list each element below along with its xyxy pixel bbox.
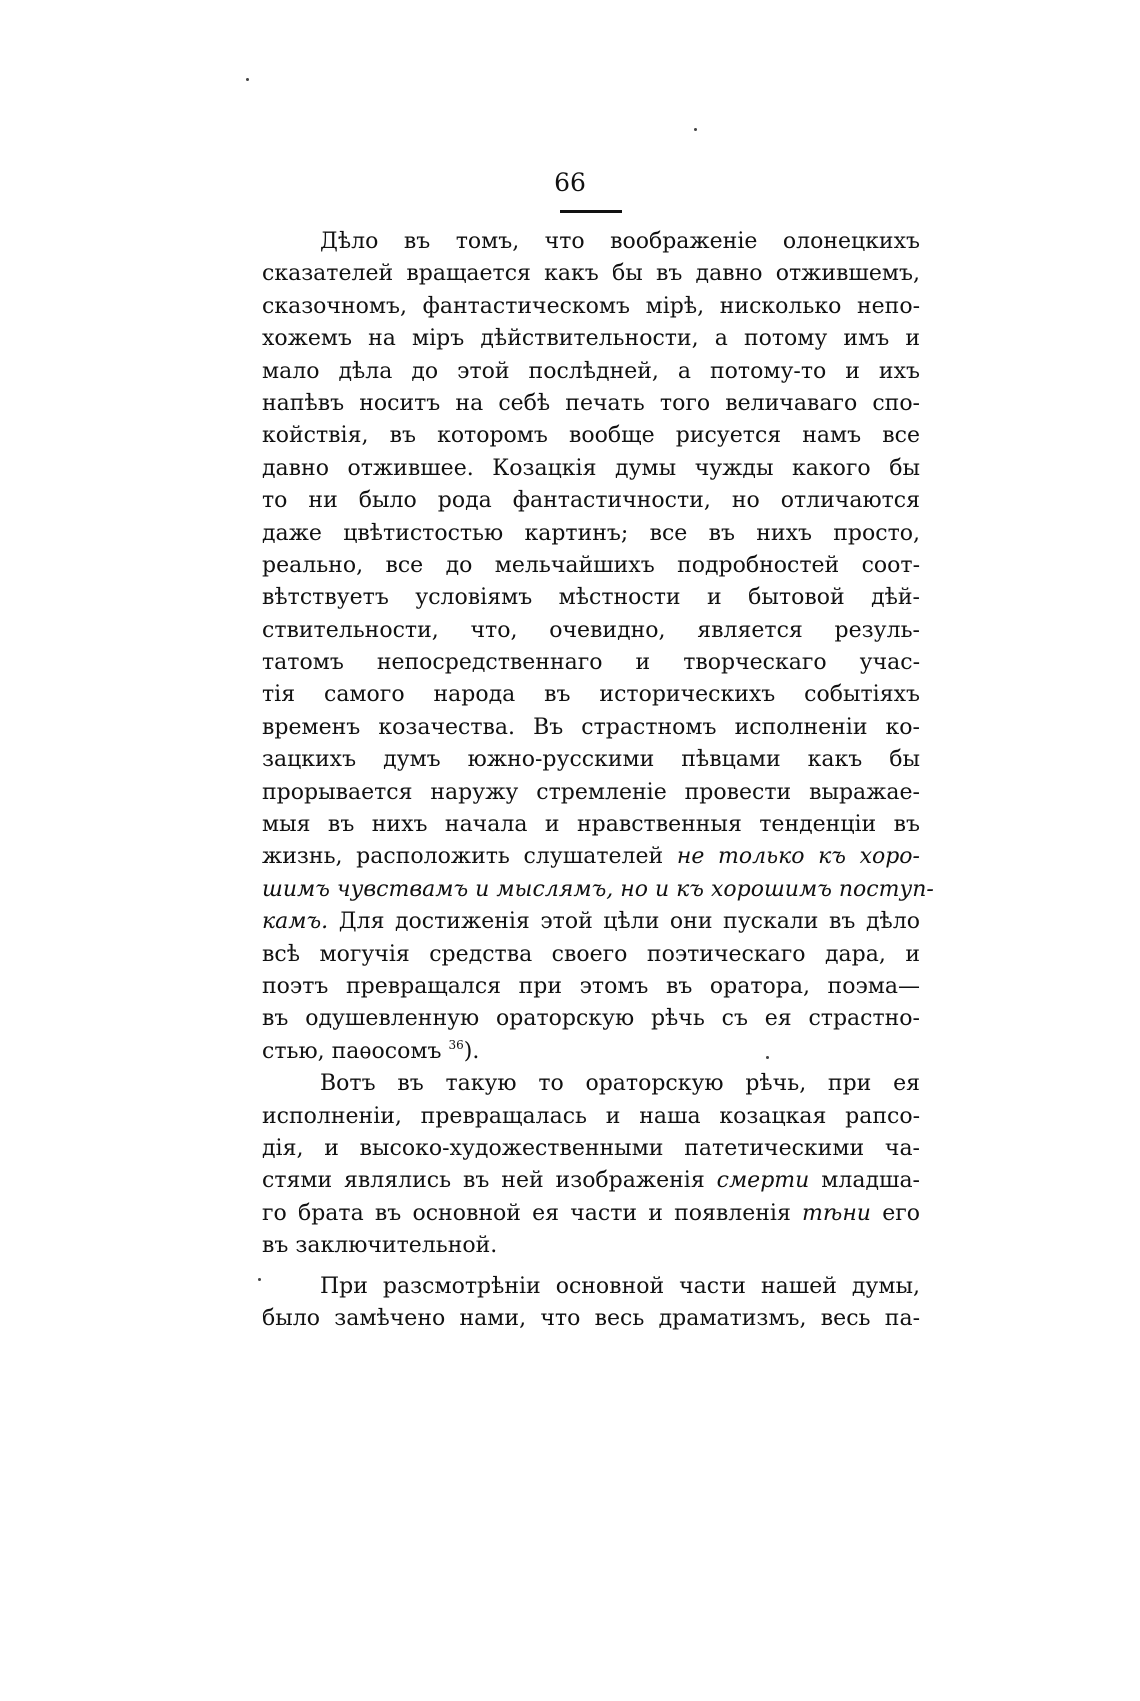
text-fragment: го брата въ основной ея части и появленiя bbox=[262, 1200, 791, 1226]
italic-fragment: но и къ хорошимъ поступ- bbox=[620, 876, 934, 902]
italic-fragment: тѣни bbox=[802, 1200, 871, 1226]
text-line: дiя, и высоко-художественными патетическими ча- bbox=[262, 1135, 920, 1161]
text-fragment: жизнь, расположить слушателей bbox=[262, 844, 664, 870]
text-fragment: Для достиженiя этой цѣли они пускали въ дѣло bbox=[338, 909, 920, 935]
text-line: тiя самого народа въ историческихъ событiяхъ bbox=[262, 682, 920, 708]
text-fragment: ). bbox=[463, 1038, 480, 1064]
text-line: хожемъ на мiръ дѣйствительности, а потому имъ и bbox=[262, 326, 920, 352]
text-line: въ одушевленную ораторскую рѣчь съ ея страстно- bbox=[262, 1006, 920, 1032]
text-line: поэтъ превращался при этомъ въ оратора, поэма— bbox=[262, 973, 920, 999]
text-line: реально, все до мельчайшихъ подробностей соот- bbox=[262, 552, 920, 578]
text-line: то ни было рода фантастичности, но отличаются bbox=[262, 488, 920, 514]
text-line: койствiя, въ которомъ вообще рисуется намъ все bbox=[262, 423, 920, 449]
text-line: Вотъ въ такую то ораторскую рѣчь, при ея bbox=[320, 1071, 920, 1097]
text-line: При разсмотрѣнiи основной части нашей думы, bbox=[320, 1273, 920, 1299]
text-line: даже цвѣтистостью картинъ; все въ нихъ просто, bbox=[262, 520, 920, 546]
italic-fragment: шимъ чувствамъ и мыслямъ, bbox=[262, 876, 614, 902]
text-fragment: его bbox=[882, 1200, 920, 1226]
text-line: Дѣло въ томъ, что воображенiе олонецкихъ bbox=[320, 229, 920, 254]
scan-speck bbox=[766, 1056, 769, 1059]
scan-speck bbox=[258, 1278, 261, 1281]
text-line: прорывается наружу стремленiе провести выражае- bbox=[262, 779, 920, 805]
text-fragment: стью, паѳосомъ bbox=[262, 1038, 442, 1064]
text-line: вѣтствуетъ условiямъ мѣстности и бытовой дѣй- bbox=[262, 585, 920, 611]
page-number: 66 bbox=[554, 168, 586, 197]
text-line: въ заключительной. bbox=[262, 1233, 498, 1259]
scan-speck bbox=[246, 78, 249, 81]
text-line: мыя въ нихъ начала и нравственныя тенденцiи въ bbox=[262, 812, 920, 838]
text-fragment: младша- bbox=[821, 1168, 920, 1194]
paragraph-gap bbox=[262, 1263, 920, 1271]
italic-fragment: камъ. bbox=[262, 909, 329, 935]
text-line: татомъ непосредственнаго и творческаго учас- bbox=[262, 650, 920, 676]
text-line: сказателей вращается какъ бы въ давно отжившемъ, bbox=[262, 261, 920, 287]
text-line-mixed bbox=[262, 906, 920, 938]
text-line: зацкихъ думъ южно-русскими пѣвцами какъ бы bbox=[262, 747, 920, 773]
text-line: ствительности, что, очевидно, является резуль- bbox=[262, 617, 920, 643]
text-line-mixed bbox=[262, 841, 920, 873]
text-line: мало дѣла до этой послѣдней, а потому-то и ихъ bbox=[262, 358, 920, 384]
text-line: исполненiи, превращалась и наша козацкая рапсо- bbox=[262, 1103, 920, 1129]
italic-fragment: смерти bbox=[716, 1168, 810, 1194]
body-text bbox=[262, 226, 934, 1335]
text-line-footnote bbox=[262, 1036, 920, 1068]
text-line-mixed bbox=[262, 1165, 920, 1197]
text-line: давно отжившее. Козацкiя думы чужды какого бы bbox=[262, 455, 920, 481]
text-line: напѣвъ носитъ на себѣ печать того величаваго спо- bbox=[262, 390, 920, 416]
text-line: сказочномъ, фантастическомъ мiрѣ, нисколько непо- bbox=[262, 293, 920, 319]
page-number-rule bbox=[560, 210, 622, 213]
text-line-mixed bbox=[262, 1198, 920, 1230]
text-fragment: стями являлись въ ней изображенiя bbox=[262, 1168, 705, 1194]
text-line: временъ козачества. Въ страстномъ исполненiи ко- bbox=[262, 714, 920, 740]
footnote-reference[interactable]: 36 bbox=[448, 1037, 464, 1052]
italic-fragment: не только къ хоро- bbox=[676, 844, 920, 870]
text-line: было замѣчено нами, что весь драматизмъ, весь па- bbox=[262, 1305, 920, 1331]
text-line-mixed bbox=[262, 874, 934, 906]
scan-speck bbox=[694, 128, 697, 131]
text-line: всѣ могучiя средства своего поэтическаго дара, и bbox=[262, 941, 920, 967]
